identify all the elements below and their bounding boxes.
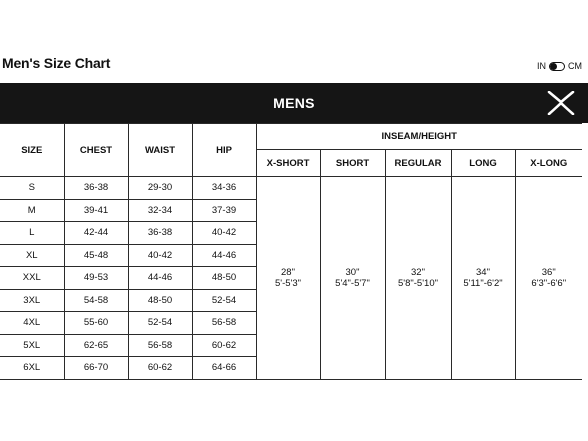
- waist-cell: 36-38: [128, 222, 192, 245]
- size-cell: XL: [0, 244, 64, 267]
- waist-cell: 60-62: [128, 357, 192, 380]
- hip-cell: 37-39: [192, 199, 256, 222]
- unit-in-label: IN: [537, 61, 546, 71]
- hip-cell: 34-36: [192, 177, 256, 200]
- page-title: Men's Size Chart: [2, 55, 111, 71]
- hip-cell: 40-42: [192, 222, 256, 245]
- height-value: 5'8"-5'10": [398, 277, 438, 289]
- size-cell: 6XL: [0, 357, 64, 380]
- header-short: SHORT: [320, 150, 385, 177]
- header-hip: HIP: [192, 124, 256, 177]
- inseam-long-cell: [451, 177, 515, 380]
- height-value: 5'4"-5'7": [335, 277, 370, 289]
- inseam-x-long-cell: [515, 177, 582, 380]
- inseam-regular-cell: [385, 177, 451, 380]
- waist-cell: 48-50: [128, 289, 192, 312]
- waist-cell: 29-30: [128, 177, 192, 200]
- header-x-short: X-SHORT: [256, 150, 320, 177]
- table-row: [0, 177, 582, 200]
- size-cell: 3XL: [0, 289, 64, 312]
- banner-title: MENS: [273, 95, 315, 111]
- header-chest: CHEST: [64, 124, 128, 177]
- size-cell: XXL: [0, 267, 64, 290]
- height-value: 5'11"-6'2": [463, 277, 503, 289]
- mens-banner: [0, 83, 588, 123]
- chest-cell: 45-48: [64, 244, 128, 267]
- unit-toggle[interactable]: [537, 58, 582, 74]
- header-regular: REGULAR: [385, 150, 451, 177]
- size-cell: 4XL: [0, 312, 64, 335]
- chest-cell: 39-41: [64, 199, 128, 222]
- size-cell: S: [0, 177, 64, 200]
- hip-cell: 44-46: [192, 244, 256, 267]
- height-value: 5'-5'3": [274, 277, 301, 289]
- waist-cell: 44-46: [128, 267, 192, 290]
- chest-cell: 36-38: [64, 177, 128, 200]
- chest-cell: 42-44: [64, 222, 128, 245]
- unit-cm-label: CM: [568, 61, 582, 71]
- inseam-value: 36": [541, 266, 556, 278]
- waist-cell: 40-42: [128, 244, 192, 267]
- unit-switch[interactable]: [549, 62, 565, 71]
- size-cell: L: [0, 222, 64, 245]
- inseam-value: 30": [345, 266, 360, 278]
- chest-cell: 54-58: [64, 289, 128, 312]
- chest-cell: 49-53: [64, 267, 128, 290]
- waist-cell: 56-58: [128, 334, 192, 357]
- chest-cell: 66-70: [64, 357, 128, 380]
- waist-cell: 52-54: [128, 312, 192, 335]
- hip-cell: 60-62: [192, 334, 256, 357]
- inseam-short-cell: [320, 177, 385, 380]
- waist-cell: 32-34: [128, 199, 192, 222]
- inseam-value: 34": [476, 266, 490, 278]
- size-cell: 5XL: [0, 334, 64, 357]
- inseam-value: 32": [411, 266, 425, 278]
- hip-cell: 56-58: [192, 312, 256, 335]
- inseam-x-short-cell: [256, 177, 320, 380]
- hip-cell: 64-66: [192, 357, 256, 380]
- header-size: SIZE: [0, 124, 64, 177]
- size-cell: M: [0, 199, 64, 222]
- header-waist: WAIST: [128, 124, 192, 177]
- header-x-long: X-LONG: [515, 150, 582, 177]
- header-long: LONG: [451, 150, 515, 177]
- inseam-value: 28": [281, 266, 295, 278]
- switch-knob: [550, 63, 557, 70]
- brand-x-logo-icon: [546, 91, 576, 115]
- hip-cell: 52-54: [192, 289, 256, 312]
- height-value: 6'3"-6'6": [531, 277, 567, 289]
- chest-cell: 55-60: [64, 312, 128, 335]
- header-inseam-height: INSEAM/HEIGHT: [256, 124, 582, 150]
- size-table: [0, 123, 582, 380]
- hip-cell: 48-50: [192, 267, 256, 290]
- chest-cell: 62-65: [64, 334, 128, 357]
